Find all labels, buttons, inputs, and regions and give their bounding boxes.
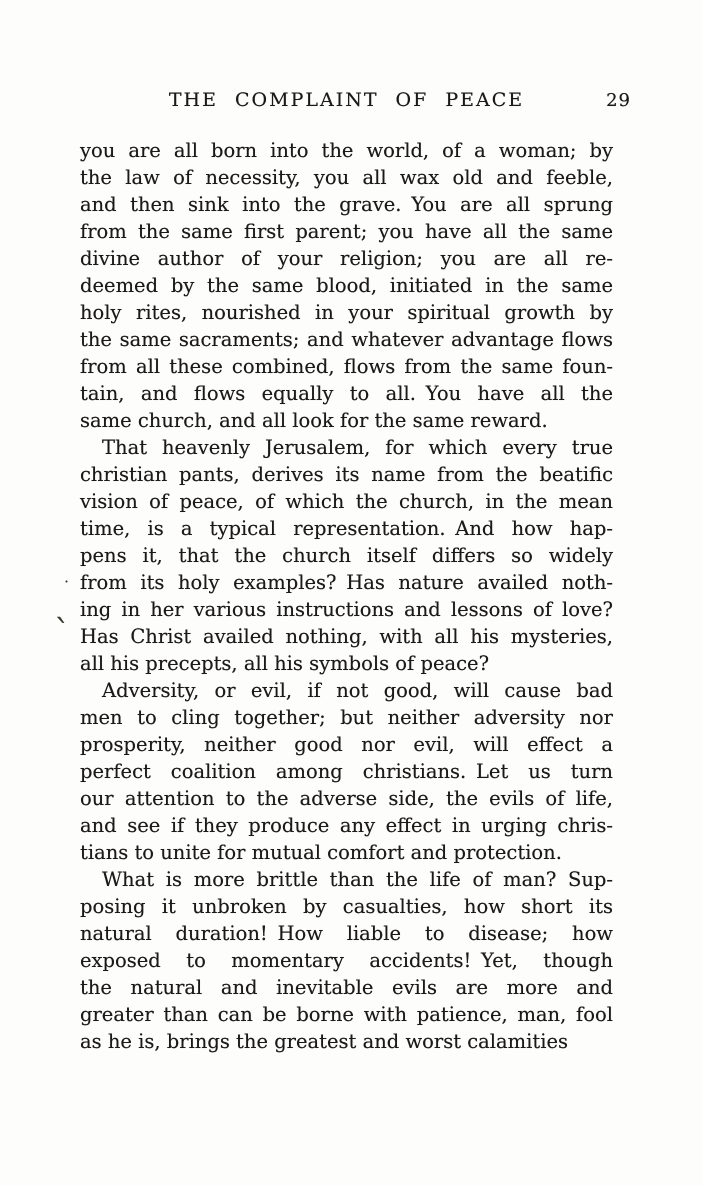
text-line: vision of peace, of which the church, in the mean [80, 490, 613, 513]
body-text [80, 137, 613, 1055]
text-line: you are all born into the world, of a woman; by [80, 139, 613, 162]
text-line: christian pants, derives its name from the beatific [80, 463, 613, 486]
text-line: What is more brittle than the life of man? Sup- [102, 868, 613, 891]
text-line: posing it unbroken by casualties, how short its [80, 895, 613, 918]
page-number: 29 [606, 90, 631, 111]
running-title: THE COMPLAINT OF PEACE [168, 89, 525, 111]
text-line: time, is a typical representation. And how hap- [80, 517, 613, 540]
text-line: same church, and all look for the same reward. [80, 409, 548, 432]
text-line: from all these combined, flows from the same foun- [80, 355, 613, 378]
text-line: holy rites, nourished in your spiritual growth by [80, 301, 613, 324]
text-line: exposed to momentary accidents! Yet, though [80, 949, 613, 972]
text-line: and then sink into the grave. You are all sprung [80, 193, 613, 216]
page-header [80, 89, 631, 111]
text-line: Has Christ availed nothing, with all his mysteries, [80, 625, 613, 648]
text-line: greater than can be borne with patience, man, fool [80, 1003, 613, 1026]
text-line: tain, and flows equally to all. You have all the [80, 382, 613, 405]
text-line: our attention to the adverse side, the evils of life, [80, 787, 613, 810]
scan-speck: ` [54, 613, 71, 653]
text-line: perfect coalition among christians. Let us turn [80, 760, 613, 783]
paragraph [80, 677, 613, 866]
text-line: divine author of your religion; you are all re- [80, 247, 613, 270]
paragraph [80, 434, 613, 677]
text-line: That heavenly Jerusalem, for which every true [102, 436, 613, 459]
text-line: Adversity, or evil, if not good, will cause bad [102, 679, 613, 702]
text-line: men to cling together; but neither adversity nor [80, 706, 613, 729]
text-line: the law of necessity, you all wax old and feeble, [80, 166, 613, 189]
text-line: deemed by the same blood, initiated in the same [80, 274, 613, 297]
paragraph [80, 137, 613, 434]
text-line: from the same first parent; you have all the same [80, 220, 613, 243]
text-line: as he is, brings the greatest and worst calamities [80, 1030, 568, 1053]
text-line: ing in her various instructions and lessons of love? [80, 598, 613, 621]
text-line: from its holy examples? Has nature availed noth- [80, 571, 613, 594]
text-line: tians to unite for mutual comfort and protection. [80, 841, 562, 864]
text-line: the natural and inevitable evils are more and [80, 976, 613, 999]
text-line: natural duration! How liable to disease; how [80, 922, 613, 945]
text-line: the same sacraments; and whatever advantage flows [80, 328, 613, 351]
text-line: prosperity, neither good nor evil, will effect a [80, 733, 613, 756]
paragraph [80, 866, 613, 1055]
text-line: pens it, that the church itself differs so widely [80, 544, 613, 567]
text-line: all his precepts, all his symbols of peace? [80, 652, 490, 675]
scan-speck: · [64, 572, 70, 591]
text-line: and see if they produce any effect in urging chris- [80, 814, 613, 837]
